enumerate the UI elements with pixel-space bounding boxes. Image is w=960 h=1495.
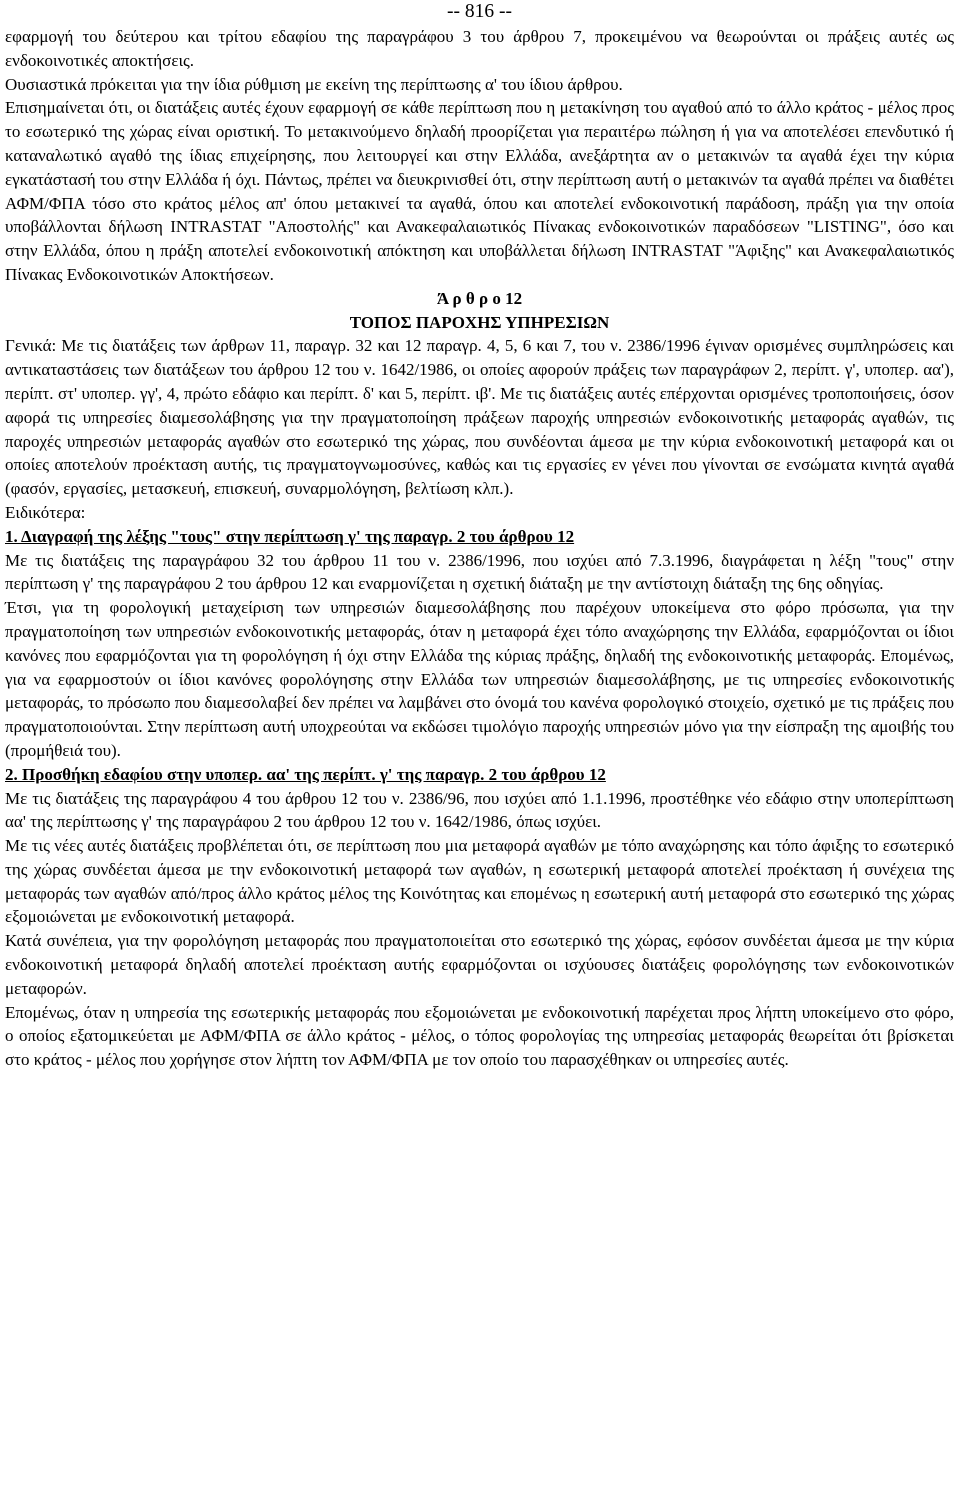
paragraph-new-provisions: Με τις νέες αυτές διατάξεις προβλέπεται ότι, σε περίπτωση που μια μεταφορά αγαθών με τόπο αναχώρησης και τόπο άφιξης το εσωτερικό της χώρας συνδέεται άμεσα με την ενδοκοινοτική μεταφορά των αγαθών, η εσωτερική μεταφορά αποτελεί προέκταση ή συνέχεια της μεταφοράς των αγαθών από/προς άλλο κράτος μέλος της Κοινότητας και επομένως η εσωτερική αυτή μεταφορά στο εσωτερικό της χώρας εξομοιώνεται με ενδοκοινοτική μεταφορά. [5,836,954,927]
paragraph-note-definitive-transfer: Επισημαίνεται ότι, οι διατάξεις αυτές έχουν εφαρμογή σε κάθε περίπτωση που η μετακίνηση του αγαθού από το άλλο κράτος - μέλος προς το εσωτερικό της χώρας είναι οριστική. Το μετακινούμενο δηλαδή προορίζεται για περαιτέρω πώληση ή για να αποτελέσει επενδυτικό ή καταναλωτικό αγαθό της ίδιας επιχείρησης, που λειτουργεί και στην Ελλάδα, ανεξάρτητα αν ο μετακινών τα αγαθά έχει την κύρια εγκατάστασή του στην Ελλάδα ή όχι. Πάντως, πρέπει να διευκρινισθεί ότι, στην περίπτωση αυτή ο μετακινών τα αγαθά πρέπει να διαθέτει ΑΦΜ/ΦΠΑ τόσο στο κράτος μέλος απ' όπου μετακινεί τα αγαθά, όπου και αποτελεί ενδοκοινοτική παράδοση, πράξη για την οποία υποβάλλονται δήλωση INTRASTAT "Αποστολής" και Ανακεφαλαιωτικός Πίνακας ενδοκοινοτικών παραδόσεων "LISTING", όσο και στην Ελλάδα, όπου η πράξη αποτελεί ενδοκοινοτική απόκτηση και υποβάλλεται δήλωση INTRASTAT "Άφιξης" και Ανακεφαλαιωτικός Πίνακας Ενδοκοινοτικών Αποκτήσεων. [5,98,954,284]
article-title: ΤΟΠΟΣ ΠΑΡΟΧΗΣ ΥΠΗΡΕΣΙΩΝ [349,312,610,332]
article-number: Ά ρ θ ρ ο 12 [436,288,523,308]
paragraph-addition-provision: Με τις διατάξεις της παραγράφου 4 του άρθρου 12 του ν. 2386/96, που ισχύει από 1.1.1996, προστέθηκε νέο εδάφιο στην υποπερίπτωση αα' της περίπτωσης γ' της παραγράφου 2 του άρθρου 12 του ν. 1642/1986, όπως ισχύει. [5,788,954,832]
paragraph-therefore: Επομένως, όταν η υπηρεσία της εσωτερικής μεταφοράς που εξομοιώνεται με ενδοκοινοτική παρέχεται προς λήπτη υποκείμενο στο φόρο, ο οποίος εξατομικεύεται με ΑΦΜ/ΦΠΑ σε άλλο κράτος - μέλος, ο τόπος φορολογίας της υπηρεσίας μεταφοράς θεωρείται ότι βρίσκεται στο κράτος - μέλος που χορήγησε στον λήπτη τον ΑΦΜ/ΦΠΑ με τον οποίο του παρασχέθηκαν οι υπηρεσίες αυτές. [5,1002,954,1070]
paragraph-consequently: Κατά συνέπεια, για την φορολόγηση μεταφοράς που πραγματοποιείται στο εσωτερικό της χώρας, εφόσον συνδέεται άμεσα με την κύρια ενδοκοινοτική μεταφορά δηλαδή αποτελεί προέκταση αυτής εφαρμόζονται οι ισχύουσες διατάξεις φορολόγησης των ενδοκοινοτικών μεταφορών. [5,931,954,998]
paragraph-general: Γενικά: Με τις διατάξεις των άρθρων 11, παραγρ. 32 και 12 παραγρ. 4, 5, 6 και 7, του ν. 2386/1996 έγιναν ορισμένες συμπληρώσεις και αντικαταστάσεις των διατάξεων του άρθρου 12 του ν. 1642/1986, οι οποίες αφορούν πράξεις των παραγράφων 2, περίπτ. γ', υποπερ. αα'), περίπτ. στ' υποπερ. γγ', 4, πρώτο εδάφιο και περίπτ. δ' και 5, περίπτ. ιβ'. Με τις διατάξεις αυτές επέρχονται ορισμένες τροποποιήσεις, όσον αφορά τις υπηρεσίες διαμεσολάβησης για την πραγματοποίηση πράξεων παροχής υπηρεσιών ενδοκοινοτικής μεταφοράς αγαθών, τις παροχές υπηρεσιών μεταφοράς αγαθών στο εσωτερικό της χώρας, που συνδέονται άμεσα με την κύρια ενδοκοινοτική μεταφορά και οι οποίες αποτελούν προέκταση αυτής, τις πραγματογνωμοσύνες, καθώς και τις εργασίες εν γένει που γίνονται σε ενσώματα κινητά αγαθά (φασόν, εργασίες, μετασκευή, επισκευή, συναρμολόγηση, βελτίωση κλπ.). [5,336,954,499]
paragraph-continuation: εφαρμογή του δεύτερου και τρίτου εδαφίου της παραγράφου 3 του άρθρου 7, προκειμένου να θεωρούνται οι πράξεις αυτές ως ενδοκοινοτικές αποκτήσεις. [5,27,954,70]
document-page [5,0,954,1072]
paragraph-specifically: Ειδικότερα: [5,502,86,522]
paragraph-intermediation-services: Έτσι, για τη φορολογική μεταχείριση των υπηρεσιών διαμεσολάβησης που παρέχουν υποκείμενα στο φόρο πρόσωπα, για την πραγματοποίηση των υπηρεσιών ενδοκοινοτικής μεταφοράς, όταν η μεταφορά έχει τόπο αναχώρησης την Ελλάδα, εφαρμόζονται οι ίδιοι κανόνες που εφαρμόζονται για τη φορολόγηση ή όχι στην Ελλάδα της κύριας πράξης, δηλαδή της ενδοκοινοτικής μεταφοράς. Επομένως, για να εφαρμοστούν οι ίδιοι κανόνες φορολόγησης στην Ελλάδα των υπηρεσιών διαμεσολάβησης, με τις υπηρεσίες ενδοκοινοτικής μεταφοράς, το πρόσωπο που διαμεσολαβεί δεν πρέπει να λαμβάνει στο όνομά του κανένα φορολογικό στοιχείο, σχετικό με τις πράξεις που πραγματοποιούνται. Στην περίπτωση αυτή υποχρεούται να εκδώσει τιμολόγιο παροχής υπηρεσιών μόνο για την είσπραξη της αμοιβής του (προμήθειά του). [5,598,954,760]
page-number: -- 816 -- [447,1,512,22]
paragraph-essential-regulation: Ουσιαστικά πρόκειται για την ίδια ρύθμιση με εκείνη της περίπτωσης α' του ίδιου άρθρου. [5,74,623,94]
subheading-deletion: 1. Διαγραφή της λέξης "τους" στην περίπτωση γ' της παραγρ. 2 του άρθρου 12 [5,526,575,546]
paragraph-deletion-provision: Με τις διατάξεις της παραγράφου 32 του άρθρου 11 του ν. 2386/1996, που ισχύει από 7.3.1996, διαγράφεται η λέξη "τους" στην περίπτωση γ' της παραγράφου 2 του άρθρου 12 και εναρμονίζεται η σχετική διάταξη με την αντίστοιχη διάταξη της 6ης οδηγίας. [5,550,954,594]
subheading-addition: 2. Προσθήκη εδαφίου στην υποπερ. αα' της περίπτ. γ' της παραγρ. 2 του άρθρου 12 [5,764,606,784]
